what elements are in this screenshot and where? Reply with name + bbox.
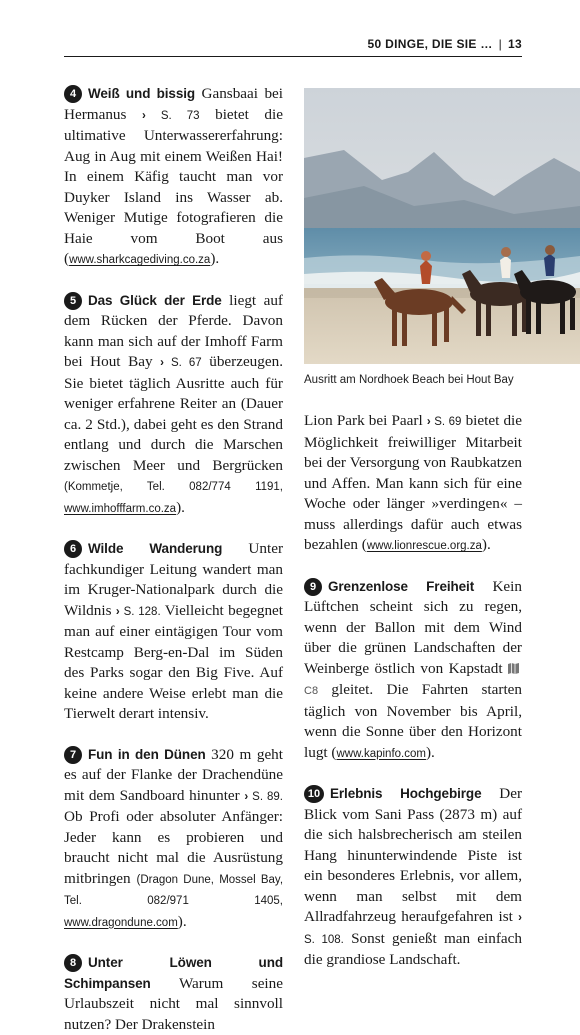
page-reference-label: S. 67 [170, 357, 202, 369]
website-link[interactable]: www.kapinfo.com [336, 747, 426, 760]
page-reference-link[interactable] [160, 357, 201, 369]
left-column [64, 84, 283, 1035]
entry-number-badge: 4 [64, 85, 82, 103]
contact-info: (Dragon Dune, Mossel Bay, Tel. 082/971 1405, [64, 873, 284, 907]
entry-title: Erlebnis Hochgebirge [330, 786, 482, 801]
entry-7 [64, 745, 283, 934]
page-reference-link[interactable] [244, 791, 283, 803]
entry-10 [304, 784, 522, 971]
entry-number-badge: 10 [304, 785, 324, 803]
beach-horse-riding-photo [304, 88, 580, 364]
page-reference-label: S. 128. [123, 605, 161, 618]
entry-text: überzeugen. Sie bietet täglich Ausritte auch für weniger erfahrene Reiter an (Dauer ca. 2 Std.), dabei geht es den Strand entlang und durch die Marschen zwischen Meer und Bergrücken [64, 353, 284, 474]
entry-text-end: ). [210, 250, 220, 267]
page-reference-link[interactable] [427, 416, 462, 428]
entry-number-badge: 8 [64, 954, 82, 972]
map-icon [508, 663, 519, 674]
arrow-ref-icon: › [426, 416, 431, 428]
entry-number-badge: 9 [304, 578, 322, 596]
entry-text: Warum seine Urlaubszeit nicht mal sinnvoll nutzen? Der Drakenstein [64, 974, 283, 1033]
arrow-ref-icon: › [160, 357, 164, 369]
website-link[interactable]: www.sharkcagediving.co.za [69, 254, 211, 266]
page-reference-label: S. 73 [160, 109, 200, 122]
entry-title: Fun in den Dünen [88, 746, 206, 762]
page-number: 13 [508, 37, 522, 51]
website-link[interactable]: www.imhofffarm.co.za [64, 502, 177, 515]
entry-text-end: ). [425, 743, 435, 761]
header-separator: | [498, 37, 503, 51]
entry-number-badge: 5 [64, 292, 82, 310]
page-reference-label: S. 108. [304, 933, 344, 946]
entry-9 [304, 577, 522, 765]
arrow-ref-icon: › [142, 109, 146, 122]
entry-text: Lion Park bei Paarl [304, 412, 423, 429]
photo-caption: Ausritt am Nordhoek Beach bei Hout Bay [304, 374, 514, 386]
right-column [304, 411, 522, 991]
entry-title: Wilde Wanderung [88, 541, 223, 556]
entry-title: Weiß und bissig [88, 86, 196, 101]
entry-text: Unter fachkundiger Leitung wandert man im Kruger-Nationalpark durch die Wildnis [64, 540, 284, 619]
entry-text: 320 m geht es auf der Flanke der Drachendüne mit dem Sandboard hinunter [64, 745, 283, 804]
page-reference-label: S. 69 [434, 416, 462, 428]
arrow-ref-icon: › [518, 912, 522, 924]
entry-8 [64, 953, 283, 1035]
running-header [64, 34, 522, 57]
entry-text-end: ). [177, 912, 187, 930]
entry-title: Das Glück der Erde [88, 292, 222, 308]
map-reference-label: C8 [304, 685, 319, 697]
entry-text: Der Blick vom Sani Pass (2873 m) auf die sich halsbrecherisch am steilen Hang hinunterwindende Piste ist ein besonderes Erlebnis, vor allem, wenn man selbst mit dem Allradfahrzeug heraufgefahren ist [304, 785, 523, 925]
page-reference-link[interactable] [142, 110, 200, 122]
entry-title: Unter Löwen und Schimpansen [64, 955, 283, 991]
entry-text: Ob Profi oder absoluter Anfänger: Jeder kann es probieren und braucht nicht mal die Ausrüstung mitbringen [64, 808, 283, 887]
page-reference-label: S. 89. [252, 790, 283, 803]
header-section-title: 50 DINGE, DIE SIE … [367, 37, 493, 51]
page-reference-link[interactable] [116, 606, 161, 618]
entry-text: liegt auf dem Rücken der Pferde. Davon kann man sich auf der Imhoff Farm bei Hout Bay [64, 291, 283, 370]
website-link[interactable]: www.dragondune.com [64, 916, 178, 929]
entry-text: Kein Lüftchen scheint sich zu regen, wenn der Ballon mit dem Wind über die grünen Landschaften der Weinberge östlich von Kapstadt [304, 577, 522, 677]
entry-5 [64, 291, 283, 520]
entry-4 [64, 84, 283, 271]
entry-text: Vielleicht begegnet man auf einer eintägigen Tour vom Restcamp Berg-en-Dal im Süden des Parks sogar den Big Five. Auf keine andere Weise erlebt man die Tierwelt derart intensiv. [64, 601, 283, 722]
entry-6 [64, 539, 283, 725]
entry-number-badge: 7 [64, 746, 82, 764]
entry-text-end: ). [481, 536, 491, 553]
entry-text: bietet die ultimative Unterwassererfahrung: Aug in Aug mit einem Weißen Hai! In einem Käfig taucht man vor Duyker Island ins Wasser ab. Weniger Mutige fotografieren die Haie vom Boot aus ( [64, 105, 283, 267]
entry-number-badge: 6 [64, 540, 82, 558]
entry-text: bietet die Möglichkeit freiwilliger Mitarbeit bei der Versorgung von Raubkatzen und Affen. Man kann sich für eine Woche oder länger »verdingen« – muss allerdings dafür auch etwas bezahlen ( [304, 412, 523, 553]
entry-title: Grenzenlose Freiheit [328, 578, 475, 594]
entry-text-end: ). [176, 498, 185, 516]
arrow-ref-icon: › [115, 605, 120, 618]
entry-text: Gansbaai bei Hermanus [64, 85, 284, 123]
entry-8-continued [304, 411, 522, 557]
entry-text: gleitet. Die Fahrten starten täglich von November bis April, wenn die Sonne über den Horizont lugt ( [304, 681, 522, 761]
website-link[interactable]: www.lionrescue.org.za [366, 540, 482, 552]
arrow-ref-icon: › [244, 790, 249, 803]
contact-info: (Kommetje, Tel. 082/774 1191, [64, 481, 283, 493]
entry-text: Sonst genießt man einfach die grandiose Landschaft. [304, 929, 522, 968]
